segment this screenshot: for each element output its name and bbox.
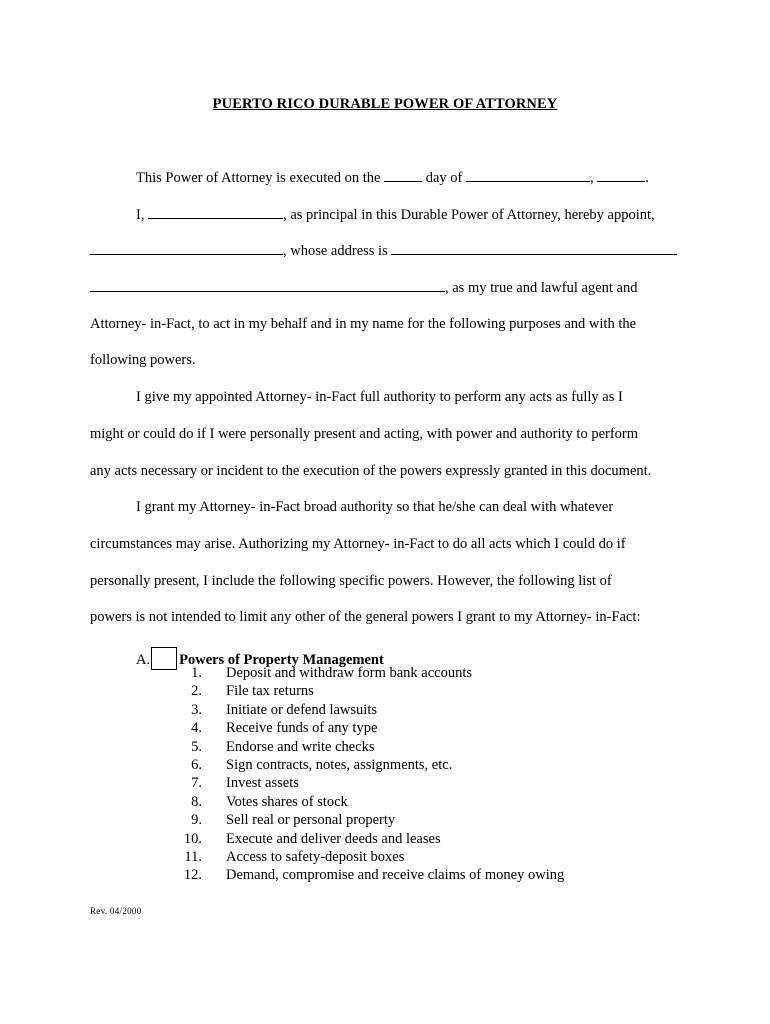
agent-address-blank[interactable] [391,242,677,255]
section-letter: A. [136,652,151,668]
body-text-line: personally present, I include the following specific powers. However, the following list of [90,573,612,589]
list-item-number: 9. [191,812,202,829]
execution-date-line [136,169,649,186]
body-text-line: Attorney- in-Fact, to act in my behalf and in my name for the following purposes and with the [90,316,637,332]
revision-label: Rev. 04/2000 [90,906,142,916]
list-item-text: Sign contracts, notes, assignments, etc. [226,757,453,773]
list-item-text: Demand, compromise and receive claims of money owing [226,867,565,884]
list-item-text: Receive funds of any type [226,720,378,737]
principal-prefix: I, [136,207,145,223]
list-item-number: 3. [191,701,202,718]
list-item-number: 11. [184,849,202,865]
principal-suffix: , as principal in this Durable Power of Attorney, hereby appoint, [283,207,655,223]
body-text-line: circumstances may arise. Authorizing my Attorney- in-Fact to do all acts which I could do if [90,536,626,552]
body-text-line: I give my appointed Attorney- in-Fact full authority to perform any acts as fully as I [136,389,623,405]
document-title: PUERTO RICO DURABLE POWER OF ATTORNEY [212,96,558,112]
agent-address-line [90,242,677,259]
section-a-checkbox[interactable] [151,647,177,670]
list-item-text: File tax returns [226,683,314,700]
body-text-line: I grant my Attorney- in-Fact broad authority so that he/she can deal with whatever [136,499,614,515]
list-item-text: Votes shares of stock [226,793,348,810]
list-item-number: 8. [191,793,202,810]
list-item-text: Deposit and withdraw form bank accounts [226,665,473,681]
list-item-text: Execute and deliver deeds and leases [226,830,441,847]
principal-line [136,206,655,223]
body-text-line: might or could do if I were personally present and acting, with power and authority to perform [90,426,639,442]
list-item-text: Endorse and write checks [226,738,375,755]
body-text-line: following powers. [90,352,196,368]
list-item-text: Invest assets [226,775,299,792]
date-period: . [645,170,649,186]
list-item-number: 10. [183,830,202,847]
execution-prefix: This Power of Attorney is executed on the [136,170,381,186]
section-title: Powers of Property Management [179,652,384,668]
date-comma: , [589,170,594,186]
day-blank[interactable] [384,169,422,182]
body-text-line: any acts necessary or incident to the execution of the powers expressly granted in this document. [90,463,652,479]
principal-name-blank[interactable] [148,206,283,219]
list-item-number: 12. [183,867,202,884]
agent-name-blank[interactable] [90,242,283,255]
list-item-text: Sell real or personal property [226,812,396,829]
list-item-number: 2. [191,683,202,700]
list-item-number: 5. [191,738,202,755]
address-continuation-blank[interactable] [90,279,445,292]
list-item-number: 1. [191,665,202,681]
day-of-label: day of [425,170,463,186]
agent-suffix: , as my true and lawful agent and [445,280,638,296]
list-item-number: 7. [191,775,202,792]
agent-line [90,279,637,296]
body-text-line: powers is not intended to limit any other of the general powers I grant to my Attorney- in-Fact: [90,609,641,625]
month-blank[interactable] [466,169,590,182]
list-item-text: Access to safety-deposit boxes [226,849,405,865]
year-blank[interactable] [597,169,645,182]
list-item-text: Initiate or defend lawsuits [226,701,377,718]
address-label: , whose address is [283,243,388,259]
list-item-number: 4. [191,720,202,737]
list-item-number: 6. [191,757,202,773]
